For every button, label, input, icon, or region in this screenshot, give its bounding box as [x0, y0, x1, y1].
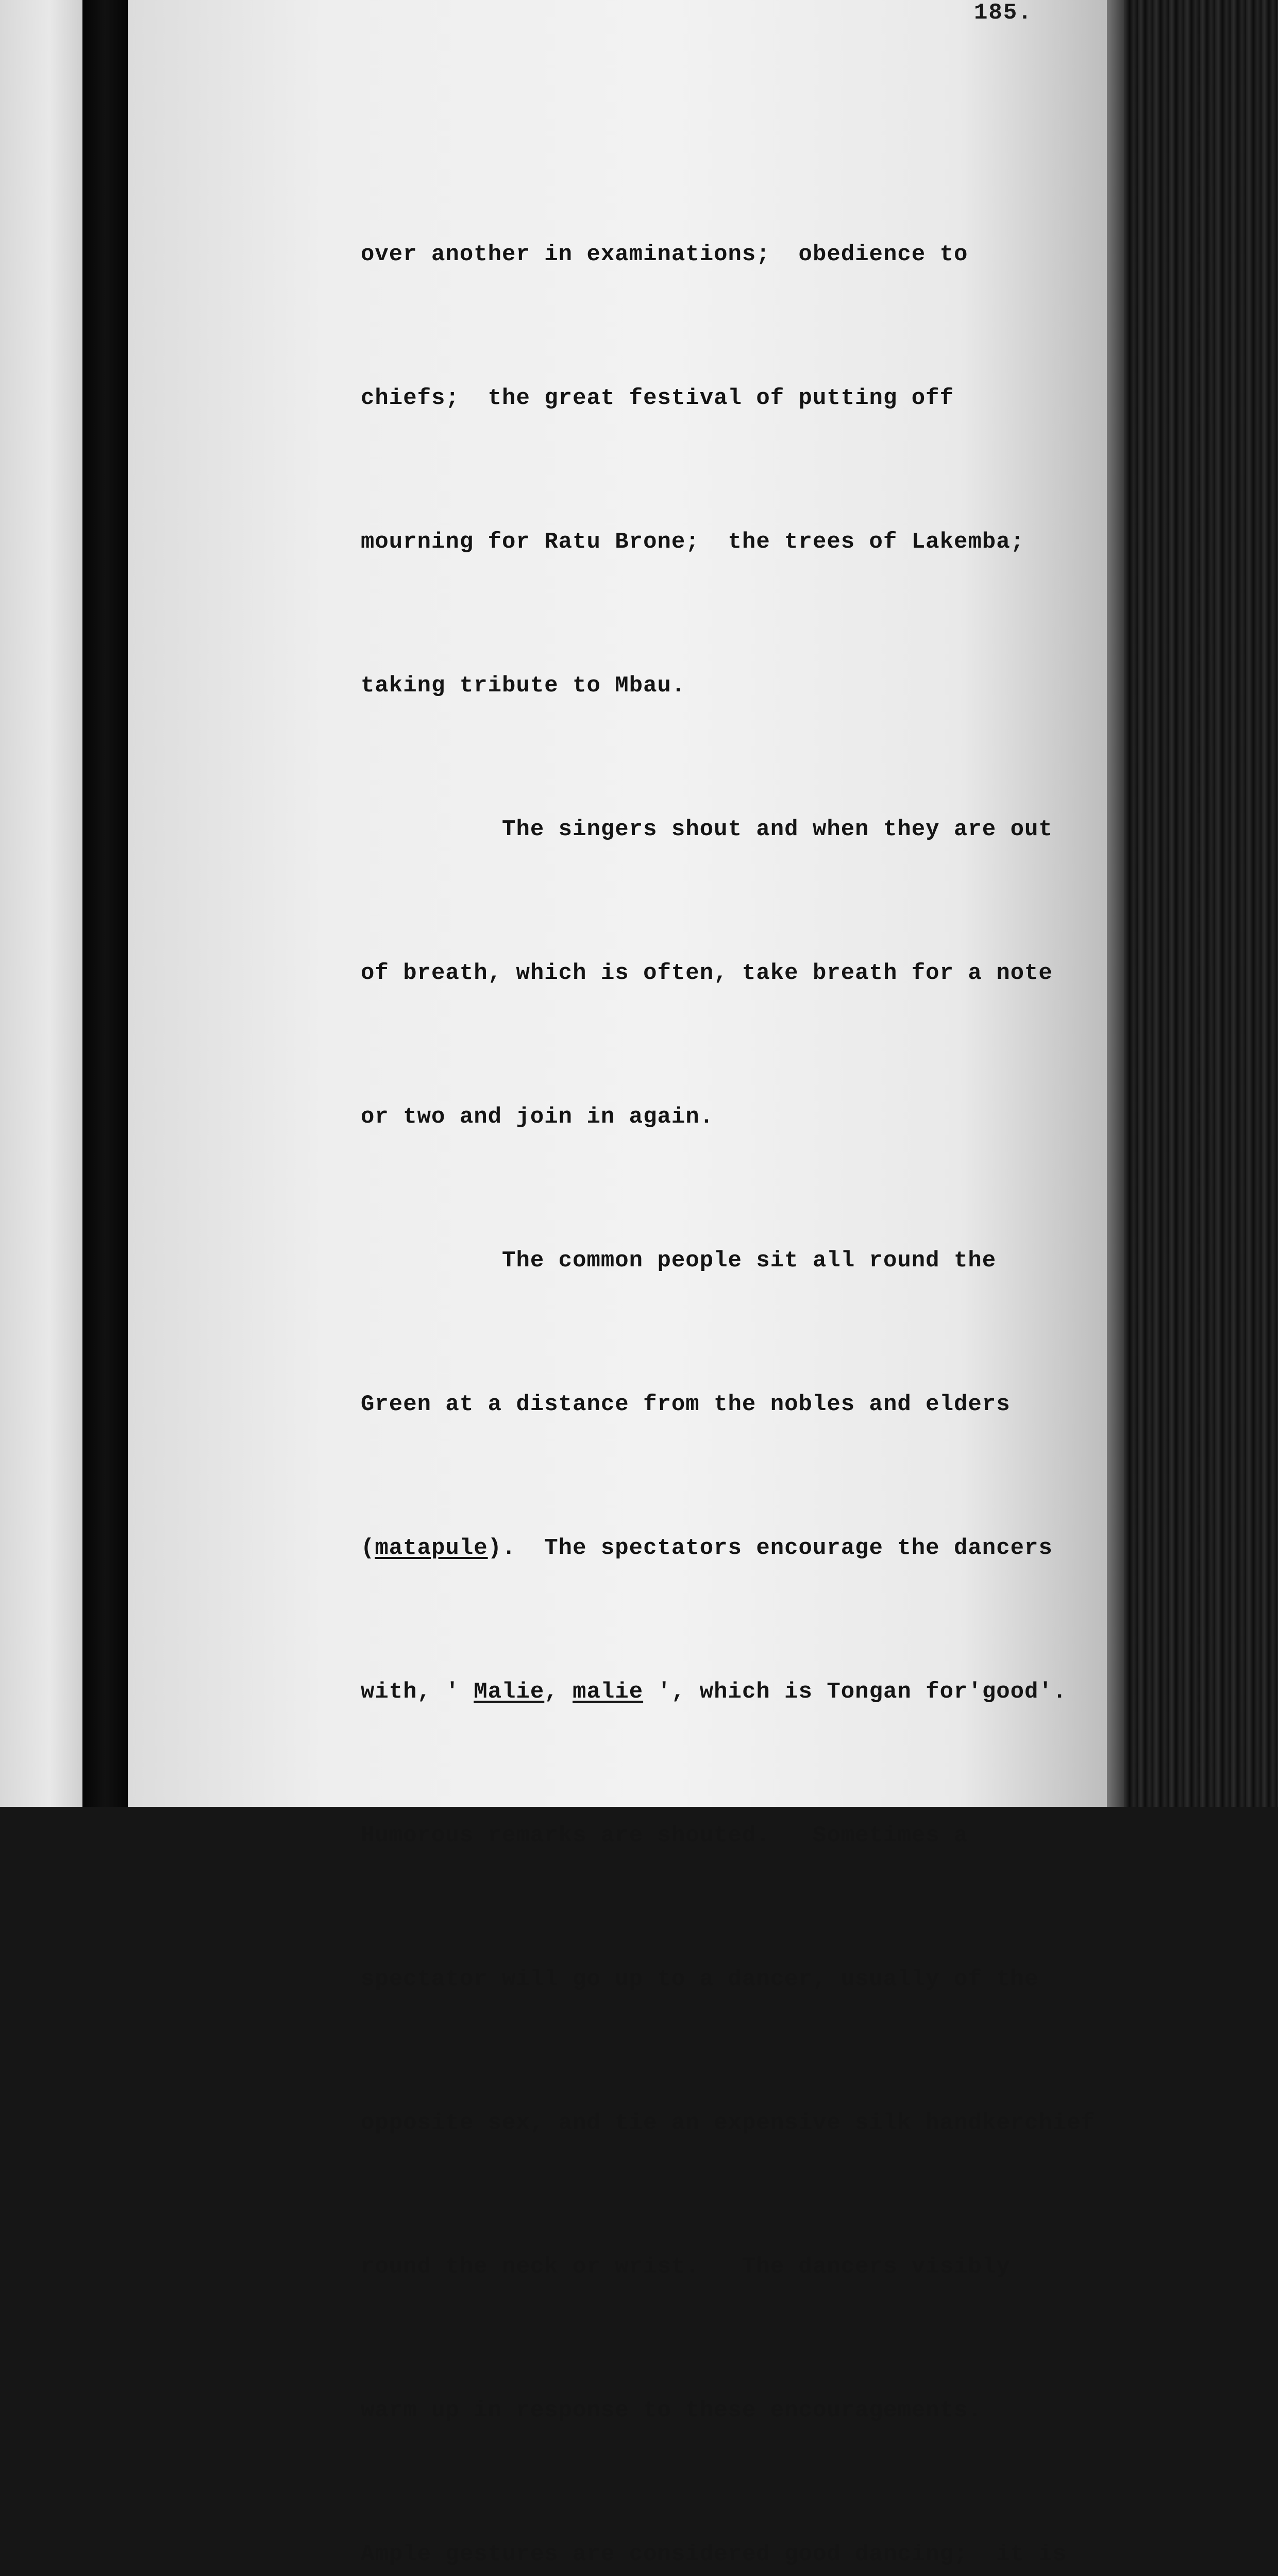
- text-line: round the neck or wrist. The dancers visibly: [361, 2254, 1011, 2280]
- underlined-word-matapule: matapule: [375, 1535, 488, 1561]
- text-line: spectator will go up to a dancer, usually of the: [361, 1967, 1039, 1992]
- page-number: 185.: [974, 0, 1033, 26]
- text-fragment: ,: [544, 1679, 573, 1705]
- text-line: or two and join in again.: [361, 1104, 714, 1130]
- text-line: warm up in response to these encouragements.: [361, 2398, 982, 2424]
- text-line: Green at a distance from the nobles and elders: [361, 1392, 1011, 1417]
- text-line: opposite sex, and tie an expensive silk handkerchief: [361, 2110, 1096, 2136]
- text-fragment: ). The spectators encourage the dancers: [487, 1535, 1053, 1561]
- text-line-malie: [361, 1668, 1098, 1716]
- text-line: The common people sit all round the: [361, 1248, 997, 1274]
- text-line: chiefs; the great festival of putting off: [361, 385, 954, 411]
- left-margin: [0, 0, 82, 1807]
- typewritten-text: [361, 135, 1098, 2576]
- text-fragment: (: [361, 1535, 375, 1561]
- text-line-matapule: [361, 1524, 1098, 1572]
- text-line: Humorous remarks are shouted. Sometimes a: [361, 1823, 968, 1849]
- text-line: of breath, which is often, take breath for a note: [361, 960, 1053, 986]
- underlined-word-malie: Malie: [474, 1679, 545, 1705]
- text-fragment: ', which is Tongan for'good'.: [643, 1679, 1067, 1705]
- text-line: Ample gestures are considered good dancing; it is: [361, 2541, 1067, 2567]
- text-line: taking tribute to Mbau.: [361, 673, 686, 699]
- book-edge-highlight: [1107, 0, 1124, 1807]
- book-edge: [1107, 0, 1278, 1807]
- text-fragment: with, ': [361, 1679, 474, 1705]
- text-line: The singers shout and when they are out: [361, 817, 1053, 842]
- text-line: over another in examinations; obedience to: [361, 242, 968, 267]
- text-line: mourning for Ratu Brone; the trees of Lakemba;: [361, 529, 1025, 555]
- underlined-word-malie: malie: [573, 1679, 644, 1705]
- binding-strip: [82, 0, 128, 1807]
